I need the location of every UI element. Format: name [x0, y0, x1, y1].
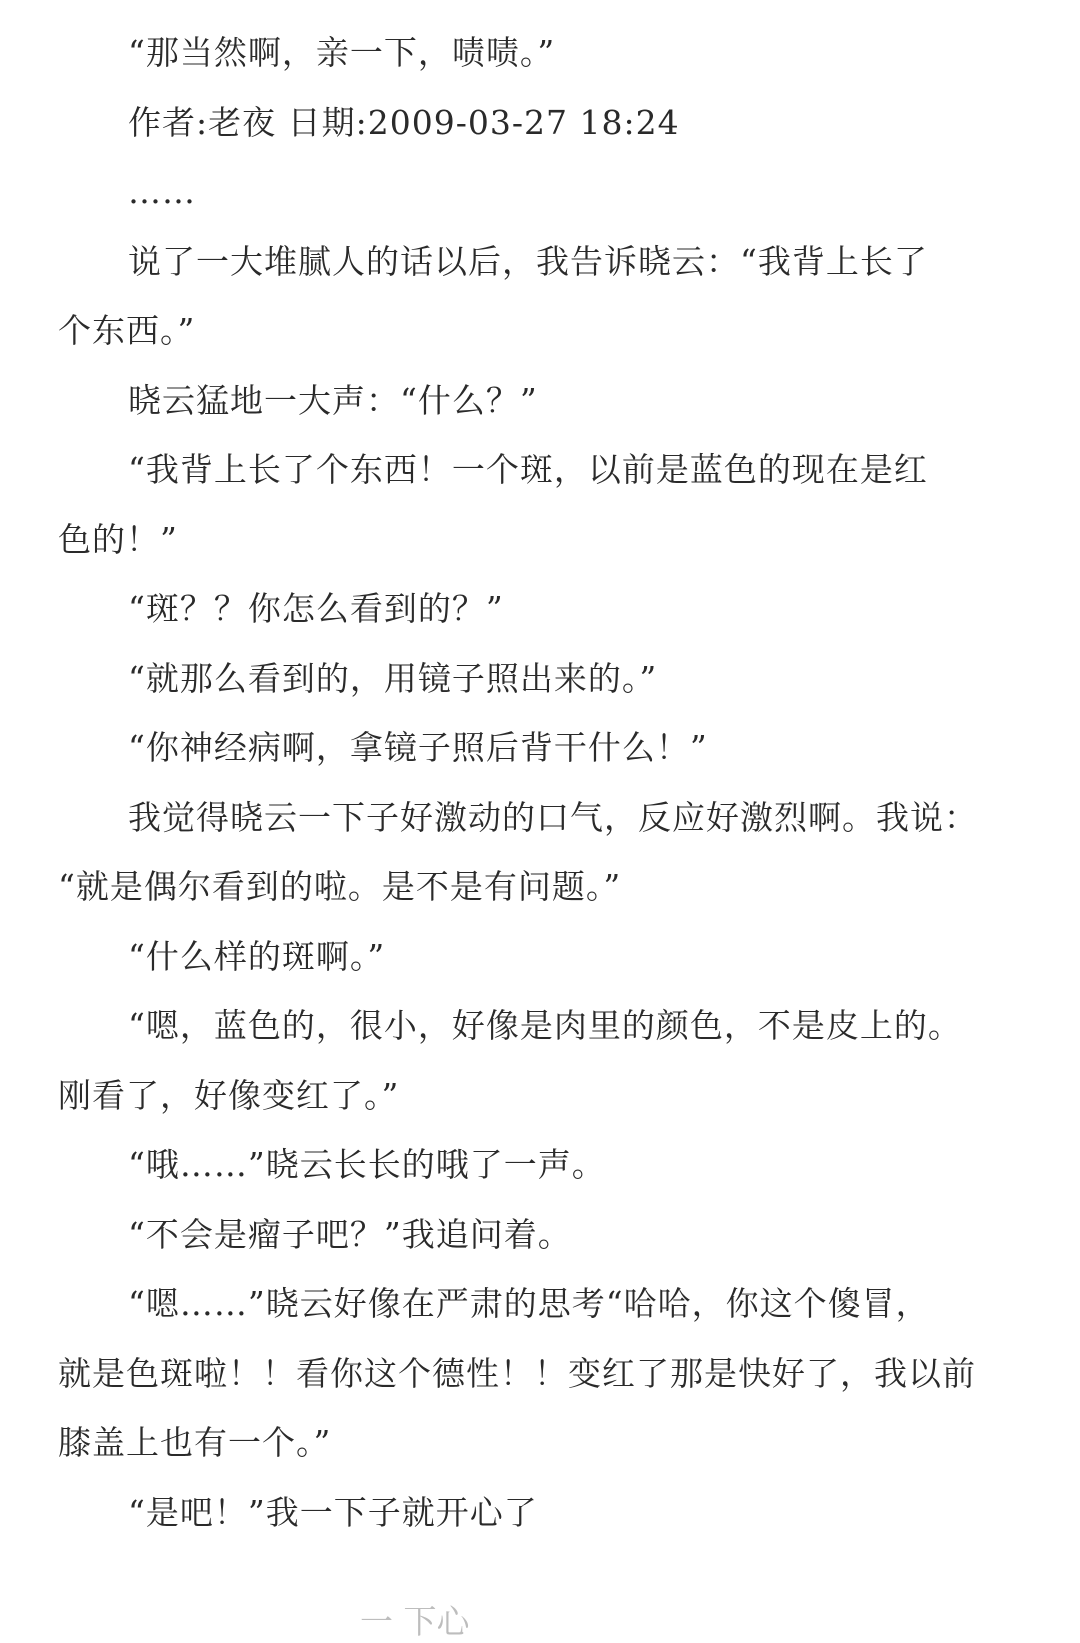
text-line: “是吧！”我一下子就开心了: [128, 1492, 538, 1532]
text-line: “嗯，蓝色的，很小，好像是肉里的颜色，不是皮上的。: [128, 1006, 962, 1045]
text-line: 晓云猛地一大声：“什么？”: [128, 380, 538, 420]
text-line: 膝盖上也有一个。”: [58, 1423, 332, 1462]
text-line: “就是偶尔看到的啦。是不是有问题。”: [58, 867, 622, 906]
article-text: [58, 18, 1028, 1547]
text-line: “嗯……”晓云好像在严肃的思考“哈哈，你这个傻冒，: [128, 1284, 930, 1323]
text-line: 个东西。”: [58, 311, 196, 350]
text-line: “哦……”晓云长长的哦了一声。: [128, 1145, 606, 1184]
text-line: 色的！”: [58, 519, 178, 559]
text-line: “就那么看到的，用镜子照出来的。”: [128, 658, 658, 698]
text-line: 刚看了，好像变红了。”: [58, 1075, 400, 1115]
text-line: “那当然啊，亲一下，啧啧。”: [128, 33, 556, 72]
faded-fragment: 一 下心: [360, 1602, 470, 1641]
text-line: 说了一大堆腻人的话以后，我告诉晓云：“我背上长了: [128, 241, 928, 281]
post-meta: 作者:老夜 日期:2009-03-27 18:24: [128, 102, 680, 142]
ellipsis-line: ……: [128, 172, 196, 211]
text-line: “不会是瘤子吧？”我追问着。: [128, 1214, 572, 1254]
text-line: “我背上长了个东西！一个斑，以前是蓝色的现在是红: [128, 450, 928, 489]
text-line: “斑？？你怎么看到的？”: [128, 589, 504, 628]
text-line: “什么样的斑啊。”: [128, 936, 386, 976]
text-line: 我觉得晓云一下子好激动的口气，反应好激烈啊。我说：: [128, 797, 978, 837]
text-line: “你神经病啊，拿镜子照后背干什么！”: [128, 728, 708, 767]
text-line: 就是色斑啦！！看你这个德性！！变红了那是快好了，我以前: [58, 1353, 976, 1393]
